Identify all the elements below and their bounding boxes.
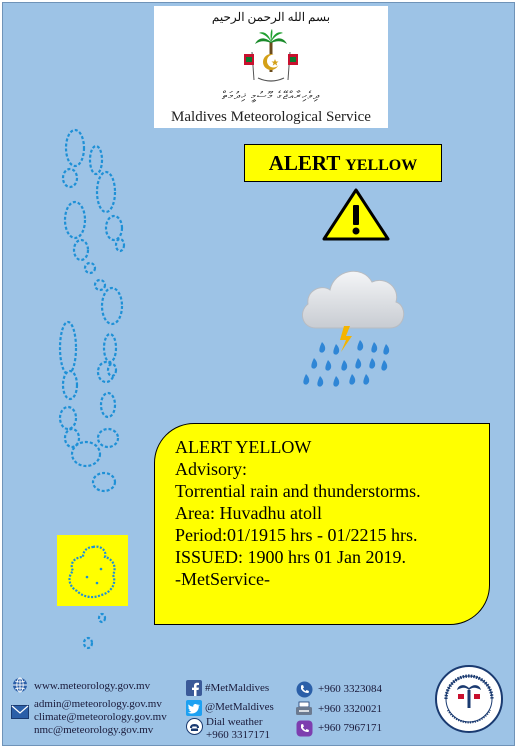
atoll-alif-south — [63, 371, 77, 399]
facebook-link[interactable]: #MetMaldives — [205, 682, 270, 694]
advisory-signature: -MetService- — [175, 569, 270, 589]
atoll-haa-alif — [66, 130, 84, 166]
atoll-haa-dhaalu — [63, 169, 77, 187]
advisory-issued: ISSUED: 1900 hrs 01 Jan 2019. — [175, 547, 407, 567]
warning-triangle-icon — [321, 187, 391, 243]
advisory-type: Advisory: — [175, 459, 247, 479]
mms-seal-logo — [434, 664, 504, 734]
alert-level-word: YELLOW — [345, 157, 418, 174]
advisory-box — [154, 423, 490, 625]
globe-icon — [12, 677, 28, 693]
phone-number-2[interactable]: +960 3320021 — [318, 703, 382, 715]
dial-weather-number[interactable]: +960 3317171 — [206, 729, 270, 741]
atoll-shaviyani — [90, 146, 102, 174]
national-emblem-icon — [244, 28, 298, 88]
arabic-calligraphy: بسم الله الرحمن الرحيم — [211, 10, 331, 24]
phone-icon — [296, 681, 313, 698]
atoll-lhaviyani — [106, 216, 122, 240]
advisory-period: Period:01/1915 hrs - 01/2215 hrs. — [175, 525, 418, 545]
atoll-thoddoo — [95, 280, 105, 290]
website-link[interactable]: www.meteorology.gov.mv — [34, 680, 151, 692]
twitter-link[interactable]: @MetMaldives — [205, 701, 274, 713]
atoll-raa — [65, 202, 85, 238]
alert-level-label — [244, 144, 442, 182]
header-logo-box — [154, 6, 388, 128]
atoll-kaafu-south — [104, 334, 116, 362]
atoll-gaafu — [93, 473, 115, 491]
envelope-icon — [11, 705, 29, 719]
alert-word: ALERT — [268, 151, 340, 175]
advisory-hazard: Torrential rain and thunderstorms. — [175, 481, 421, 501]
email-climate-link[interactable]: climate@meteorology.gov.mv — [34, 711, 167, 723]
atoll-alif-north — [60, 322, 76, 374]
atoll-laamu — [72, 442, 100, 466]
facebook-icon — [186, 680, 202, 696]
telephone-icon — [186, 718, 203, 735]
twitter-icon — [186, 700, 202, 716]
advisory-area: Area: Huvadhu atoll — [175, 503, 322, 523]
huvadhu-atoll-map — [57, 535, 128, 606]
phone-number-1[interactable]: +960 3323084 — [318, 683, 382, 695]
dial-weather-label: Dial weather — [206, 716, 263, 728]
atoll-seenu-north — [99, 614, 105, 622]
huvadhu-atoll-inset — [57, 535, 128, 606]
email-admin-link[interactable]: admin@meteorology.gov.mv — [34, 698, 162, 710]
fax-icon — [295, 701, 313, 717]
atoll-baa — [74, 240, 88, 260]
atoll-goidhoo — [85, 263, 95, 273]
atoll-meemu-north — [108, 364, 116, 376]
atoll-gnaviyani — [84, 638, 92, 648]
thaana-org-name: ދިވެހިރާއްޖޭގެ މޫސުމީ ޚިދުމަތް — [221, 90, 321, 102]
atoll-meemu — [101, 393, 115, 417]
atoll-noonu — [97, 172, 115, 212]
atoll-faafu — [60, 407, 76, 429]
organization-name: Maldives Meteorological Service — [171, 109, 371, 125]
atoll-faadhippolhu-islet — [116, 239, 124, 251]
atoll-thaa — [98, 429, 118, 447]
phone-number-3[interactable]: +960 7967171 — [318, 722, 382, 734]
email-nmc-link[interactable]: nmc@meteorology.gov.mv — [34, 724, 154, 736]
viber-icon — [296, 720, 313, 737]
thunderstorm-rain-icon — [296, 260, 406, 395]
advisory-title: ALERT YELLOW — [175, 437, 312, 457]
atoll-kaafu — [102, 288, 122, 324]
